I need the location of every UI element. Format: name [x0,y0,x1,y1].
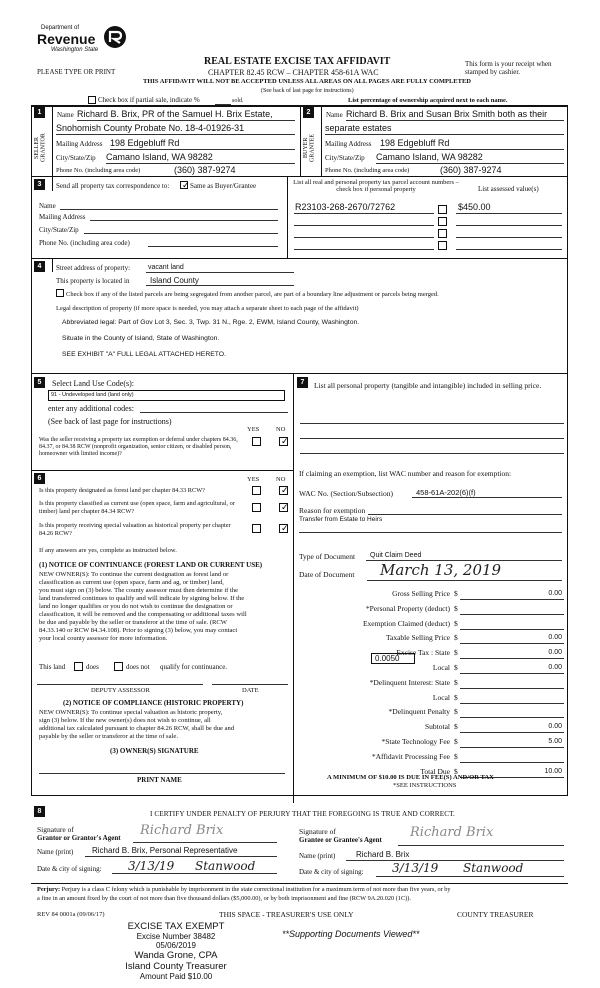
seller-phone[interactable]: (360) 387-9274 [174,165,236,175]
s3-mailing-label: Mailing Address [39,213,86,221]
stamp-line2: Excise Number 38482 [136,932,216,941]
fee-dollar-sign: $ [454,752,458,761]
exemption-yes-checkbox[interactable] [252,437,261,446]
county-treasurer-label: COUNTY TREASURER [457,910,534,919]
compliance-p4: payable by the seller or transferor at the time of sale. [39,733,178,740]
fee-value[interactable]: 5.00 [548,738,562,745]
continuance-p6: classification, it will be removed and the compensating or additional taxes will [39,611,247,618]
s5-see-back: (See back of last page for instructions) [48,417,172,426]
fee-underline [460,599,564,600]
fee-row [300,603,564,616]
grantor-sig-label1: Signature of [37,825,74,834]
continuance-p5: land no longer qualifies or you do not wish to continue the designation or [39,603,233,610]
not-accepted-warning: THIS AFFIDAVIT WILL NOT BE ACCEPTED UNLESS ALL AREAS ON ALL PAGES ARE FULLY COMPLETED [143,78,471,85]
print-name-label: PRINT NAME [137,776,182,784]
sold-label: sold. [232,98,244,104]
compliance-p2: sign (3) below. If the new owner(s) does not wish to continue, all [39,717,211,724]
forest-yes-checkbox[interactable] [252,486,261,495]
parcel-personal-checkbox-4[interactable] [438,241,447,250]
seller-city-label: City/State/Zip [56,154,96,162]
section-2-number: 2 [303,107,314,118]
fee-label: *Personal Property (deduct) [365,604,450,613]
fee-row [300,736,564,749]
fee-underline [460,762,564,763]
land-use-code[interactable]: 91 - Undeveloped land (land only) [48,390,285,401]
legal-description-label: Legal description of property (if more space is needed, you may attach a separate sheet to each page of the affidavit) [56,305,359,312]
grantee-signature[interactable]: Richard Brix [410,825,494,840]
buyer-name-line2[interactable]: separate estates [325,123,392,133]
grantor-name[interactable]: Richard B. Brix, Personal Representative [92,846,238,855]
fee-underline [460,747,564,748]
grantee-sig-label1: Signature of [299,827,336,836]
assessor-date-label: DATE [242,687,259,694]
this-land-label: This land [39,663,66,671]
ownership-note: List percentage of ownership acquired next to each name. [348,97,508,104]
parcel-number[interactable]: R23103-268-2670/72762 [295,202,396,212]
qualify-label: qualify for continuance. [160,663,228,671]
section-5-number: 5 [34,377,45,388]
buyer-side-label: BUYER GRANTEE [303,134,316,162]
s6-yes-header: YES [247,476,260,483]
perjury-label: Perjury: [37,886,61,893]
fee-row [300,588,564,601]
reason-label: Reason for exemption [299,506,366,515]
treasurer-space-label: THIS SPACE - TREASURER'S USE ONLY [219,910,354,919]
grantor-signature[interactable]: Richard Brix [140,823,224,838]
seller-name-line1[interactable]: Richard B. Brix, PR of the Samuel H. Brix Estate, [77,109,273,119]
fee-underline [460,629,564,630]
fee-row [300,632,564,645]
fee-value[interactable]: 0.00 [548,649,562,656]
land-does-checkbox[interactable] [74,662,83,671]
fee-label: *Delinquent Interest: State [369,678,450,687]
fee-underline [460,688,564,689]
section-1-number: 1 [34,107,45,118]
fee-dollar-sign: $ [454,707,458,716]
fee-label: Excise Tax : State [396,648,450,657]
section-8-number: 8 [34,806,45,817]
section-3-number: 3 [34,179,45,190]
buyer-city[interactable]: Camano Island, WA 98282 [376,152,483,162]
perjury-text-2: a fine in an amount fixed by the court of not more than five thousand dollars ($5,000.00), or by both imprisonment and fine (RCW 9A.20.020 (1C)). [37,895,411,902]
fee-label: Gross Selling Price [392,589,450,598]
please-type: PLEASE TYPE OR PRINT [37,68,116,76]
exemption-question: Was the seller receiving a property tax exemption or deferral under chapters 84.36, 84.37, or 84.38 RCW (nonprofit organization, senior citizen, or disabled person, homeowner with limited income)? [39,437,238,458]
fee-label: Local [432,693,450,702]
fee-underline [460,717,564,718]
seller-name-label: Name [57,111,74,119]
certify-statement: I CERTIFY UNDER PENALTY OF PERJURY THAT THE FOREGOING IS TRUE AND CORRECT. [150,810,455,818]
grantee-name-label: Name (print) [299,852,336,860]
fee-label: Total Due [420,767,450,776]
current-use-no-checkbox[interactable] [279,503,288,512]
fee-row [300,618,564,631]
seller-city[interactable]: Camano Island, WA 98282 [106,152,213,162]
fee-value[interactable]: 0.00 [548,634,562,641]
fee-underline [460,658,564,659]
grantee-name[interactable]: Richard B. Brix [356,850,410,859]
exemption-claim-label: If claiming an exemption, list WAC number and reason for exemption: [299,469,512,478]
fee-underline [460,732,564,733]
s6-no-header: NO [276,476,286,483]
historic-question: Is this property receiving special valuation as historical property per chapter 84.26 RCW? [39,522,231,537]
section-6-number: 6 [34,473,45,484]
segregated-label: Check box if any of the listed parcels are being segregated from another parcel, are part of a boundary line adjustment or parcels being merged. [66,291,439,298]
does-not-label: does not [126,663,150,671]
local-rate-box[interactable]: 0.0050 [371,653,415,664]
seller-name-line2[interactable]: Snohomish County Probate No. 18-4-01926-31 [56,123,245,133]
grantee-date[interactable]: 3/13/19 [392,861,439,875]
grantee-date-city-label: Date & city of signing: [299,868,364,876]
parcel-personal-checkbox-2[interactable] [438,217,447,226]
doc-type-value[interactable]: Quit Claim Deed [370,552,422,559]
land-use-label: Select Land Use Code(s): [52,379,134,388]
current-use-yes-checkbox[interactable] [252,503,261,512]
s5-yes-header: YES [247,426,260,433]
fee-dollar-sign: $ [454,648,458,657]
fee-dollar-sign: $ [454,693,458,702]
fee-row [300,751,564,764]
doc-date-value[interactable]: March 13, 2019 [380,561,502,579]
logo-line2: Revenue [37,31,96,47]
fee-row [300,662,564,675]
buyer-phone-label: Phone No. (including area code) [325,167,410,174]
s3-phone-label: Phone No. (including area code) [39,239,130,247]
wac-number[interactable]: 458-61A-202(6)(f) [416,488,476,497]
fee-row [300,677,564,690]
continuance-title: (1) NOTICE OF CONTINUANCE (FOREST LAND OR CURRENT USE) [39,561,263,569]
seller-phone-label: Phone No. (including area code) [56,167,141,174]
continuance-p8: 84.33.140 or RCW 84.34.108). Prior to signing (3) below, you may contact [39,627,238,634]
same-as-buyer-label: Same as Buyer/Grantee [190,182,257,190]
reason-value[interactable]: Transfer from Estate to Heirs [299,516,383,523]
seller-mailing-label: Mailing Address [56,140,103,148]
fee-dollar-sign: $ [454,604,458,613]
legal-description-2: Situate in the County of Island, State of Washington. [62,335,220,342]
fee-dollar-sign: $ [454,633,458,642]
legal-description-1: Abbreviated legal: Part of Gov Lot 3, Sec. 3, Twp. 31 N., Rge. 2, EWM, Island County, Washington. [62,319,360,326]
excise-stamp [96,921,256,983]
forest-question: Is this property designated as forest land per chapter 84.33 RCW? [39,487,205,494]
compliance-p1: NEW OWNER(S): To continue special valuation as historic property, [39,709,223,716]
continuance-p3: you must sign on (3) below. The county assessor must then determine if the [39,587,239,594]
fee-row [300,692,564,705]
fee-label: Local [432,663,450,672]
doc-type-label: Type of Document [299,552,356,561]
historic-yes-checkbox[interactable] [252,524,261,533]
located-county[interactable]: Island County [150,276,199,285]
assessed-value[interactable]: $450.00 [458,202,491,212]
continuance-p7: be due and payable by the seller or transferor at the time of sale. (RCW [39,619,228,626]
stamp-line3: 05/06/2019 [155,941,197,950]
grantee-city[interactable]: Stanwood [463,861,524,875]
same-as-buyer-checkbox[interactable] [180,181,188,189]
continuance-p4: land transferred continues to qualify and will indicate by signing below. If the [39,595,245,602]
compliance-title: (2) NOTICE OF COMPLIANCE (HISTORIC PROPERTY) [63,699,244,707]
historic-no-checkbox[interactable] [279,524,288,533]
perjury-text-1: Perjury is a class C felony which is punishable by imprisonment in the state correctional institution for a maximum term of not more than five years, or by [61,886,451,893]
fee-row [300,706,564,719]
seller-side-label: SELLER GRANTOR [34,133,47,163]
stamp-line1: EXCISE TAX EXEMPT [127,921,225,932]
buyer-mailing-label: Mailing Address [325,140,372,148]
fee-underline [460,643,564,644]
logo-line3: Washington State [51,47,99,53]
buyer-name-label: Name [326,111,343,119]
see-back-note: (See back of last page for instructions) [261,88,354,94]
fee-label: *State Technology Fee [381,737,450,746]
fee-dollar-sign: $ [454,663,458,672]
continuance-p9: your local county assessor for more information. [39,635,168,642]
grantor-date[interactable]: 3/13/19 [128,859,175,873]
segregated-checkbox[interactable] [56,289,64,297]
parcel-personal-checkbox-1[interactable] [438,205,447,214]
fee-label: Subtotal [424,722,450,731]
fee-label: Taxable Selling Price [385,633,450,642]
located-label: This property is located in [56,277,130,285]
receipt-note: This form is your receipt when stamped by cashier. [465,60,552,77]
send-correspondence-label: Send all property tax correspondence to: [56,182,170,190]
supporting-docs-viewed: **Supporting Documents Viewed** [282,929,420,939]
legal-description-3: SEE EXHIBIT "A" FULL LEGAL ATTACHED HERETO. [62,351,226,358]
logo-line1: Department of [41,25,80,31]
current-use-question: Is this property classified as current use (open space, farm and agricultural, or timber) land per chapter 84.34 RCW? [39,500,235,515]
fee-label: Exemption Claimed (deduct) [362,619,450,628]
fee-underline [460,673,564,674]
assessed-header: List assessed value(s) [478,185,539,193]
fee-label: *Affidavit Processing Fee [371,752,450,761]
continuance-p1: NEW OWNER(S): To continue the current designation as forest land or [39,571,229,578]
additional-codes-label: enter any additional codes: [48,404,134,413]
grantor-date-city-label: Date & city of signing: [37,865,102,873]
exemption-no-checkbox[interactable] [279,437,288,446]
wac-label: WAC No. (Section/Subsection) [299,489,393,498]
stamp-line4: Wanda Grone, CPA [134,950,218,961]
parcel-list-header: List all real and personal property tax parcel account numbers – check box if personal property [293,179,459,194]
deputy-assessor-label: DEPUTY ASSESSOR [91,687,150,694]
land-does-not-checkbox[interactable] [114,662,123,671]
section-4-number: 4 [34,261,45,272]
compliance-p3: additional tax calculated pursuant to chapter 84.26 RCW, shall be due and [39,725,235,732]
fee-row [300,647,564,660]
fee-underline [460,703,564,704]
seller-mailing[interactable]: 198 Edgebluff Rd [110,138,180,148]
street-address[interactable]: vacant land [148,264,184,271]
buyer-phone[interactable]: (360) 387-9274 [440,165,502,175]
rev-number: REV 84 0001a (09/06/17) [37,911,105,918]
s3-city-label: City/State/Zip [39,226,79,234]
perjury-note [37,887,451,893]
buyer-name-line1[interactable]: Richard B. Brix and Susan Brix Smith both as their [346,109,548,119]
section-7-number: 7 [297,377,308,388]
doc-date-label: Date of Document [299,570,355,579]
form-subtitle: CHAPTER 82.45 RCW – CHAPTER 458-61A WAC [208,68,379,77]
grantor-city[interactable]: Stanwood [195,859,256,873]
fee-dollar-sign: $ [454,678,458,687]
buyer-city-label: City/State/Zip [325,154,365,162]
fee-dollar-sign: $ [454,589,458,598]
fee-dollar-sign: $ [454,767,458,776]
continuance-p2: classification as current use (open space, farm and ag, or timber) land, [39,579,224,586]
fee-value[interactable]: 0.00 [548,664,562,671]
partial-sale-checkbox[interactable] [88,96,96,104]
fee-value[interactable]: 10.00 [544,768,562,775]
does-label: does [86,663,99,671]
personal-property-label: List all personal property (tangible and intangible) included in selling price. [314,381,542,390]
grantor-name-label: Name (print) [37,848,74,856]
logo-mark-icon [103,25,127,49]
fee-underline [460,614,564,615]
see-instructions-note: *SEE INSTRUCTIONS [393,782,457,789]
fee-value[interactable]: 0.00 [548,590,562,597]
fee-dollar-sign: $ [454,737,458,746]
owner-signature-label: (3) OWNER(S) SIGNATURE [110,747,199,755]
street-label: Street address of property: [56,264,131,272]
s3-name-label: Name [39,202,56,210]
partial-sale-label: Check box if partial sale, indicate % [98,96,200,104]
forest-no-checkbox[interactable] [279,486,288,495]
grantor-agent-label: Grantor or Grantor's Agent [37,834,121,842]
dor-logo [37,25,129,61]
fee-value[interactable]: 0.00 [548,723,562,730]
s5-no-header: NO [276,426,286,433]
fee-row [300,721,564,734]
stamp-line6: Amount Paid $10.00 [139,972,213,981]
stamp-line5: Island County Treasurer [125,961,227,972]
if-yes-note: If any answers are yes, complete as instructed below. [39,547,177,554]
form-title: REAL ESTATE EXCISE TAX AFFIDAVIT [204,56,391,67]
fee-dollar-sign: $ [454,619,458,628]
fee-label: *Delinquent Penalty [388,707,450,716]
minimum-due-note: A MINIMUM OF $10.00 IS DUE IN FEE(S) AND/OR TAX [327,774,494,781]
parcel-personal-checkbox-3[interactable] [438,229,447,238]
grantee-agent-label: Grantee or Grantee's Agent [299,836,382,844]
buyer-mailing[interactable]: 198 Edgebluff Rd [380,138,450,148]
fee-dollar-sign: $ [454,722,458,731]
